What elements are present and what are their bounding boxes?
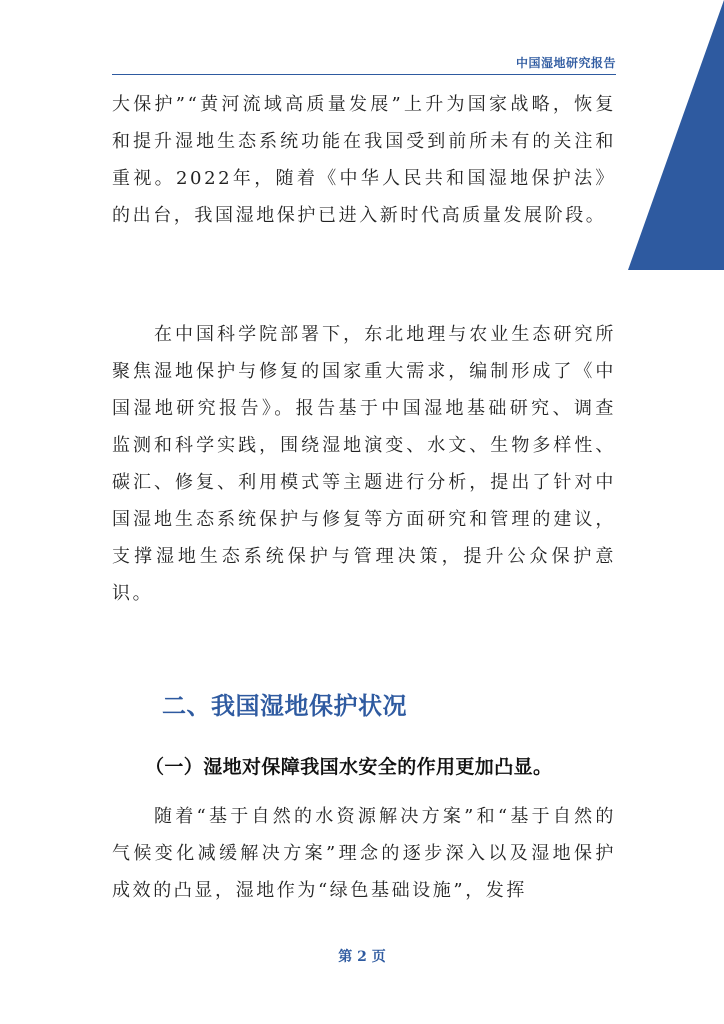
section-heading: 二、我国湿地保护状况 xyxy=(162,692,407,720)
sub-heading: （一）湿地对保障我国水安全的作用更加凸显。 xyxy=(145,756,553,778)
body-paragraph-1: 大保护”“黄河流域高质量发展”上升为国家战略，恢复和提升湿地生态系统功能在我国受到前所未有的关注和重视。2022年，随着《中华人民共和国湿地保护法》的出台，我国湿地保护已进入新时代高质量发展阶段。 xyxy=(112,94,616,226)
page-number: 第 2 页 xyxy=(338,949,386,965)
corner-decoration xyxy=(628,0,724,270)
header-title: 中国湿地研究报告 xyxy=(515,56,616,70)
body-paragraph-2: 在中国科学院部署下，东北地理与农业生态研究所聚焦湿地保护与修复的国家重大需求，编制形成了《中国湿地研究报告》。报告基于中国湿地基础研究、调查监测和科学实践，围绕湿地演变、水文、生物多样性、碳汇、修复、利用模式等主题进行分析，提出了针对中国湿地生态系统保护与修复等方面研究和管理的建议，支撑湿地生态系统保护与管理决策，提升公众保护意识。 xyxy=(112,324,616,604)
page-header xyxy=(112,52,616,75)
body-paragraph-3: 随着“基于自然的水资源解决方案”和“基于自然的气候变化减缓解决方案”理念的逐步深入以及湿地保护成效的凸显，湿地作为“绿色基础设施”，发挥 xyxy=(112,806,616,901)
